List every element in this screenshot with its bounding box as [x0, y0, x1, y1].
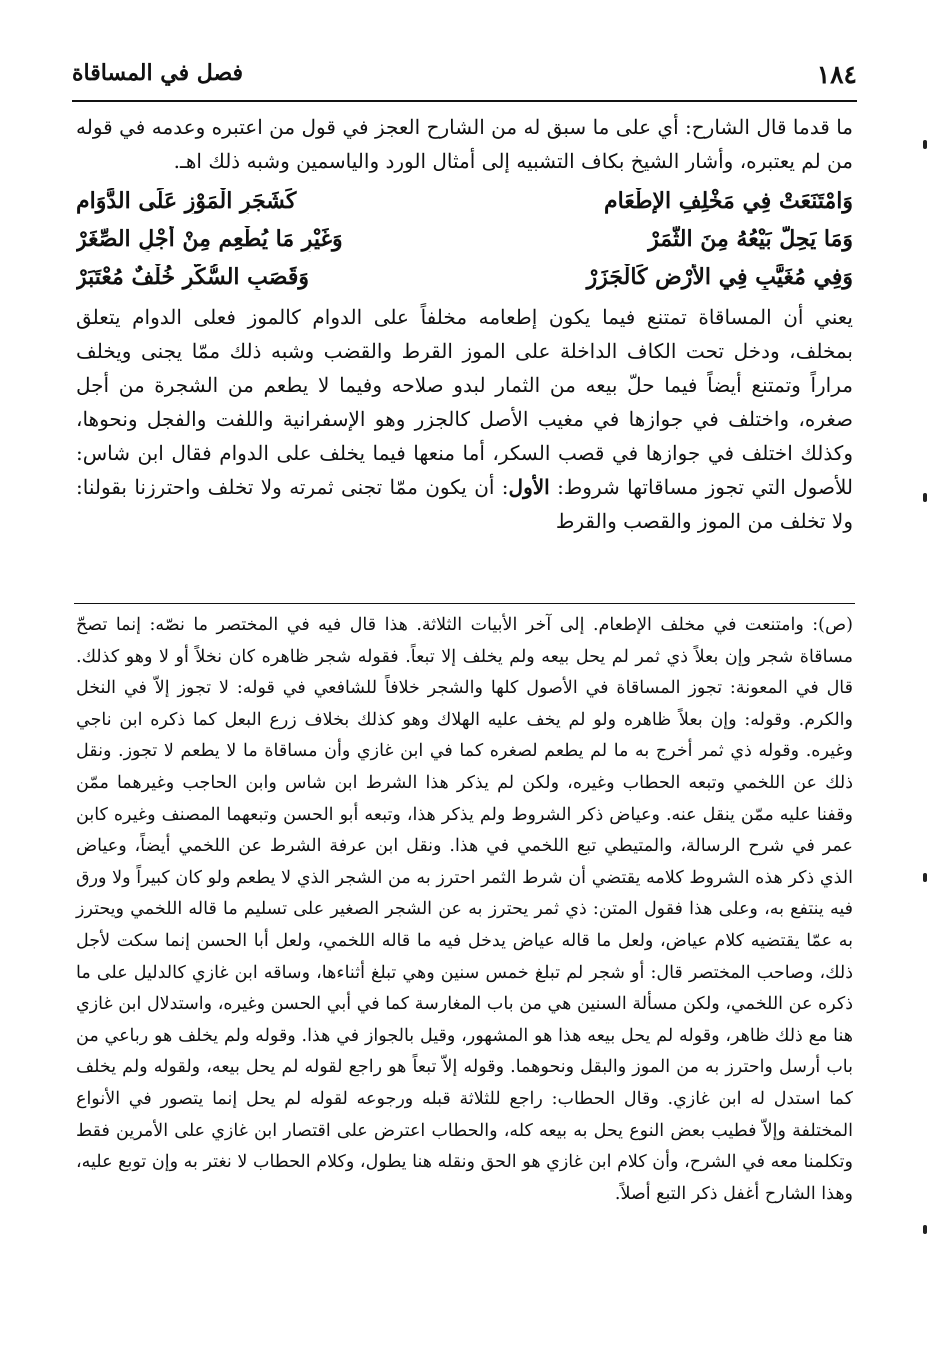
running-title: فصل في المساقاة — [72, 60, 244, 86]
verse-second-hemistich: وَغَيْرِ مَا يُطْعِمِ مِنْ أَجْلِ الصِّغَرْ — [76, 226, 343, 252]
commentary-text-continued: : أن يكون ممّا تجنى ثمرته ولا تخلف واحترزنا بقولنا: ولا تخلف من الموز والقصب والقرط — [76, 475, 853, 533]
footnote-text: (ص): وامتنعت في مخلف الإطعام. إلى آخر الأبيات الثلاثة. هذا قال فيه في المختصر ما نصّه: إنما تصحّ مساقاة شجر وإن بعلاً ذي ثمر لم يحل بيعه ولم يخلف إلا تبعاً. فقوله شجر ظاهره كان نخلاً أو لا وهو كذلك. قال في المعونة: تجوز المساقاة في الأصول كلها والشجر خلافاً للشافعي في قوله: لا تجوز إلاّ في النخل والكرم. وقوله: وإن بعلاً ظاهره ولو لم يخف عليه الهلاك وهو كذلك بخلاف زرع البعل كما ذكره ابن ناجي وغيره. وقوله ذي ثمر أخرج به ما لم يطعم لصغره كما في ابن غازي وأن مساقاة ما لا يطعم لا تجوز. ونقل ذلك عن اللخمي وتبعه الحطاب وغيره، ولكن لم يذكر هذا الشرط ابن شاس وابن الحاجب وغيرهما ممّن وقفنا عليه ممّن ينقل عنه. وعياض ذكر الشروط ولم يذكر هذا، وتبعه أبو الحسن وتبعهما المصنف وغيره كابن عمر في شرح الرسالة، والمتيطي تبع اللخمي في هذا. ونقل ابن عرفة الشرط عن اللخمي أيضاً، وعياض الذي ذكر هذه الشروط كلامه يقتضي أن شرط الثمر احترز به من الشجر الذي لا يطعم ولو كان كبيراً ولا ورق فيه ينتفع به، وعلى هذا فقول المتن: ذي ثمر يحترز به عن الشجر الصغير على تسليم ما قاله اللخمي ويحترز به عمّا يقتضيه كلام عياض، ولعل ما قاله عياض يدخل فيه ما قاله اللخمي، ولعل أبا الحسن إنما سكت لأجل ذلك، وصاحب المختصر قال: أو شجر لم تبلغ خمس سنين وهي تبلغ أثناءها، وساقه ابن غازي كالدليل على ما ذكره عن اللخمي، ولكن مسألة السنين هي من باب المغارسة كما في أبي الحسن وغيره، واستدلال ابن غازي هنا مع ذلك ظاهر، وقوله لم يحل بيعه هذا هو المشهور، وقيل بالجواز في هذا. وقوله ولم يخلف هو رباعي من باب أرسل واحترز به من الموز والبقل ونحوهما. وقوله إلاّ تبعاً هو راجع لقوله لم يحل بيعه، ولقوله ولم يخلف كما استدل له ابن غازي. وقال الحطاب: راجع للثلاثة قبله ورجوعه لقوله لم يحل إنما يتصور في الأنواع المختلفة وإلاّ فطيب بعض النوع يحل به بيعه كله، والحطاب اعترض على اقتصار ابن غازي على الأمرين فقط وتكلمنا معه في الشرح، وأن كلام ابن غازي هو الحق ونقله هنا يطول، وكلام الحطاب لا نغتر به وإن توبع عليه، وهذا الشارح أغفل ذكر التبع أصلاً. — [76, 615, 853, 1204]
footnote — [76, 610, 853, 1210]
verse-first-hemistich: وَفِي مُغَيَّبٍ فِي الأَرْضِ كَالْجَزَرْ — [586, 264, 853, 290]
main-text — [76, 110, 853, 538]
verse-line — [76, 220, 853, 258]
margin-mark — [923, 873, 927, 882]
intro-paragraph: ما قدما قال الشارح: أي على ما سبق له من الشارح العجز في قول من اعتبره وعدمه في قوله من لم يعتبره، وأشار الشيخ بكاف التشبيه إلى أمثال الورد والياسمين وشبه ذلك اهـ. — [76, 115, 853, 173]
verse-first-hemistich: وَمَا يَحِلُّ بَيْعُهُ مِنَ الثَّمَرْ — [648, 226, 853, 252]
commentary-paragraph — [76, 300, 853, 538]
verse-block — [76, 182, 853, 296]
keyword-first: الأول — [508, 475, 550, 499]
verse-second-hemistich: كَشَجَرِ الْمَوْزِ عَلَى الدَّوَامِ — [76, 188, 297, 214]
commentary-text: يعني أن المساقاة تمتنع فيما يكون إطعامه مخلفاً على الدوام كالموز فعلى الدوام يتعلق بمخلف، ودخل تحت الكاف الداخلة على الموز القرط والقضب وشبه ذلك ممّا يجنى ويخلف مراراً وتمتنع أيضاً فيما حلّ بيعه من الثمار لبدو صلاحه وفيما لا يطعم من الشجرة من أجل صغره، واختلف في جوازها في مغيب الأصل كالجزر وهو الإسفرانية واللفت والفجل ونحوها، وكذلك اختلف في جوازها في قصب السكر، أما منعها فيما يخلف على الدوام فقال ابن شاس: للأصول التي تجوز مساقاتها شروط: — [76, 305, 854, 499]
header-rule — [72, 100, 857, 102]
verse-first-hemistich: وَامْتَنَعَتْ فِي مَخْلِفِ الإِطْعَامِ — [604, 188, 853, 214]
page-number: ١٨٤ — [816, 60, 857, 89]
margin-mark — [923, 140, 927, 149]
footnote-separator — [74, 603, 855, 604]
margin-mark — [923, 1225, 927, 1234]
page-header — [72, 58, 857, 98]
verse-second-hemistich: وَقَصَبِ السُّكَّرِ خُلْفٌ مُعْتَبَرْ — [76, 264, 309, 290]
verse-line — [76, 182, 853, 220]
verse-line — [76, 258, 853, 296]
margin-mark — [923, 493, 927, 502]
